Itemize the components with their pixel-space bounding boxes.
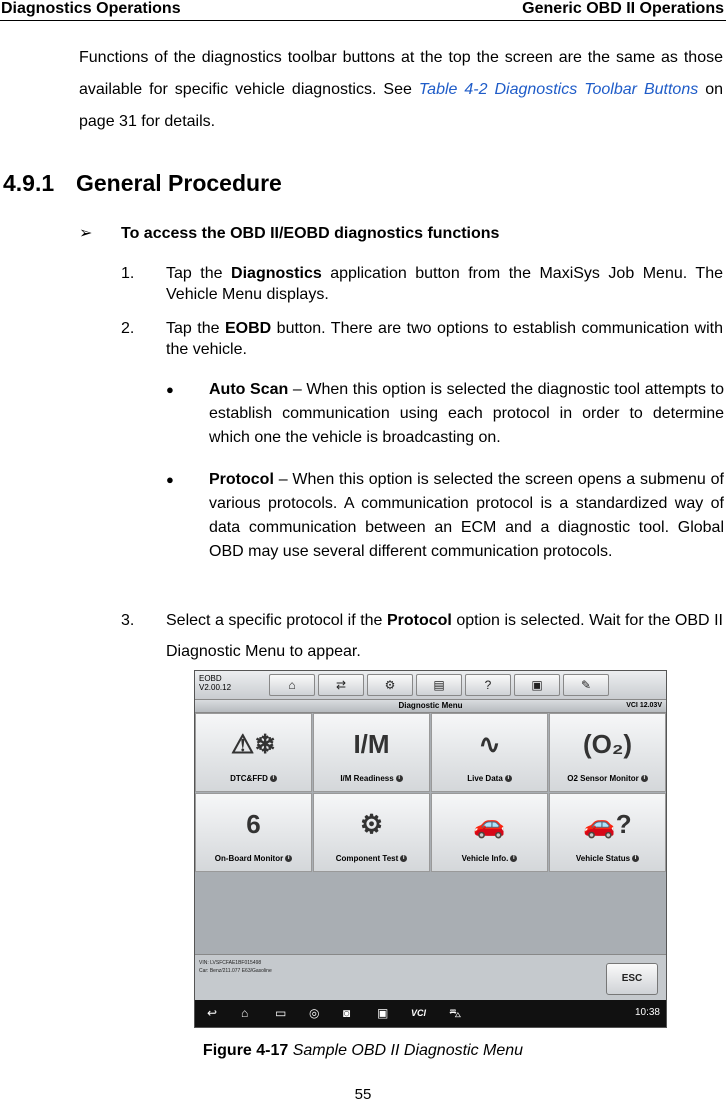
header-left: Diagnostics Operations xyxy=(1,0,181,17)
help-icon: ? xyxy=(484,678,492,692)
printer-icon: ▤ xyxy=(433,678,445,692)
step-text: Tap the xyxy=(166,320,225,337)
step-text-end: application button from the MaxiSys Job Menu. The Vehicle Menu displays. xyxy=(166,265,723,303)
app-version: V2.00.12 xyxy=(199,683,232,692)
section-heading xyxy=(3,170,282,197)
intro-text: Functions of the diagnostics toolbar buttons at the top the screen are the same as those available for specific vehicle diagnostics. See xyxy=(79,49,723,98)
bullet-protocol xyxy=(166,468,724,564)
save-icon: ▣ xyxy=(531,678,543,692)
tile-o2-sensor[interactable] xyxy=(549,713,666,792)
tile-component-test[interactable] xyxy=(313,793,430,872)
tile-label: O2 Sensor Monitor xyxy=(567,774,639,783)
step-number: 1. xyxy=(121,265,135,282)
android-nav-bar xyxy=(195,1000,666,1027)
tile-label: I/M Readiness xyxy=(340,774,394,783)
home-icon: ⌂ xyxy=(288,678,296,692)
pen-icon: ✎ xyxy=(580,678,592,692)
vehicle-swap-button[interactable] xyxy=(318,674,364,696)
save-button[interactable] xyxy=(514,674,560,696)
header-right: Generic OBD II Operations xyxy=(522,0,724,17)
browser-icon[interactable]: ◎ xyxy=(309,1006,320,1020)
vin-text: VIN: LVSFCFAE1BF015498 xyxy=(199,960,262,966)
gear-icon: ⚙ xyxy=(384,678,396,692)
monitor-icon: 6 xyxy=(246,808,261,839)
info-icon[interactable]: i xyxy=(510,855,517,862)
page-header xyxy=(0,0,726,21)
vehicle-info-icon: 🚗 xyxy=(473,808,506,839)
diagnostic-menu-screenshot xyxy=(194,670,667,1028)
car-icon[interactable]: ⛍ xyxy=(449,1006,462,1020)
vci-label: VCI xyxy=(626,702,638,709)
info-icon[interactable]: i xyxy=(641,775,648,782)
back-icon[interactable]: ↩ xyxy=(207,1006,218,1020)
tile-label: Component Test xyxy=(335,854,399,863)
tile-label: Vehicle Status xyxy=(575,854,631,863)
info-icon[interactable]: i xyxy=(505,775,512,782)
vehicle-swap-icon: ⇄ xyxy=(335,678,347,692)
o2-sensor-icon: (O₂) xyxy=(582,728,633,759)
bullet-text: – When this option is selected the diagnostic tool attempts to establish communication using each protocol in order to determine which one the vehicle is broadcasting on. xyxy=(209,381,724,446)
tile-im-readiness[interactable] xyxy=(313,713,430,792)
info-icon[interactable]: i xyxy=(632,855,639,862)
step-bold: Protocol xyxy=(386,612,452,629)
caption-label: Figure 4-17 xyxy=(202,1042,289,1059)
bullet-auto-scan xyxy=(166,378,724,450)
tile-label: Live Data xyxy=(467,774,503,783)
vci-icon[interactable]: VCI xyxy=(411,1008,427,1018)
clock: 10:38 xyxy=(634,1007,660,1018)
subheading xyxy=(79,223,499,243)
component-icon: ⚙ xyxy=(359,808,384,839)
data-logging-button[interactable] xyxy=(563,674,609,696)
table-link[interactable]: Table 4-2 Diagnostics Toolbar Buttons xyxy=(418,81,699,98)
step-number: 2. xyxy=(121,320,135,337)
step-bold: Diagnostics xyxy=(231,265,322,282)
section-number: 4.9.1 xyxy=(3,170,55,196)
figure-caption xyxy=(0,1042,726,1060)
esc-button[interactable]: ESC xyxy=(606,963,658,995)
step-text: Select a specific protocol if the xyxy=(166,612,387,629)
step-2 xyxy=(121,318,723,360)
bullet-bold: Auto Scan xyxy=(209,381,289,398)
tile-onboard-monitor[interactable] xyxy=(195,793,312,872)
settings-button[interactable] xyxy=(367,674,413,696)
menu-title: Diagnostic Menu xyxy=(398,701,463,710)
recent-apps-icon[interactable]: ▭ xyxy=(275,1006,287,1020)
step-text-end: button. There are two options to establish communication with the vehicle. xyxy=(166,320,724,358)
bullet-bold: Protocol xyxy=(209,471,274,488)
tile-dtc-ffd[interactable] xyxy=(195,713,312,792)
tile-label: On-Board Monitor xyxy=(214,854,284,863)
help-button[interactable] xyxy=(465,674,511,696)
intro-paragraph xyxy=(79,42,723,138)
home-icon[interactable]: ⌂ xyxy=(241,1006,249,1020)
camera-icon[interactable]: ◙ xyxy=(343,1006,351,1020)
step-number: 3. xyxy=(121,612,135,629)
app-info xyxy=(199,674,231,692)
tile-vehicle-info[interactable] xyxy=(431,793,548,872)
diagnostics-toolbar xyxy=(195,671,666,700)
print-button[interactable] xyxy=(416,674,462,696)
info-icon[interactable]: i xyxy=(270,775,277,782)
info-icon[interactable]: i xyxy=(285,855,292,862)
step-bold: EOBD xyxy=(224,320,272,337)
subheading-text: To access the OBD II/EOBD diagnostics functions xyxy=(121,225,500,242)
info-icon[interactable]: i xyxy=(396,775,403,782)
section-title: General Procedure xyxy=(76,170,282,196)
page-number: 55 xyxy=(354,1086,372,1103)
tile-label: Vehicle Info. xyxy=(461,854,509,863)
intro-text-end: on page 31 for details. xyxy=(79,81,723,130)
warning-snowflake-icon: ⚠❄ xyxy=(230,728,277,759)
step-text-end: option is selected. Wait for the OBD II Diagnostic Menu to appear. xyxy=(166,612,723,660)
tile-live-data[interactable] xyxy=(431,713,548,792)
im-icon: I/M xyxy=(353,728,390,759)
menu-titlebar xyxy=(195,700,666,713)
function-grid xyxy=(195,713,666,872)
vci-status xyxy=(626,700,662,712)
step-text: Tap the xyxy=(166,265,232,282)
caption-text: Sample OBD II Diagnostic Menu xyxy=(292,1042,524,1059)
info-icon[interactable]: i xyxy=(400,855,407,862)
car-text: Car: Benz/211.077 E63/Gasoline xyxy=(199,968,272,974)
bullet-text: – When this option is selected the screen opens a submenu of various protocols. A communication protocol is a standardized way of data communication between an ECM and a diagnostic tool. Global OBD may use several different communication protocols. xyxy=(209,471,724,560)
vehicle-info-bar xyxy=(195,954,666,1000)
step-3 xyxy=(121,605,723,667)
step-1 xyxy=(121,263,723,305)
waveform-icon: ∿ xyxy=(478,728,501,759)
arrow-icon: ➢ xyxy=(79,225,93,242)
home-button[interactable] xyxy=(269,674,315,696)
tile-vehicle-status[interactable] xyxy=(549,793,666,872)
bullet-icon: ● xyxy=(166,382,174,397)
tile-label: DTC&FFD xyxy=(230,774,268,783)
vehicle-status-icon: 🚗? xyxy=(583,808,632,839)
voltage: 12.03V xyxy=(639,702,662,709)
app-name: EOBD xyxy=(199,674,222,683)
bullet-icon: ● xyxy=(166,472,174,487)
display-icon[interactable]: ▣ xyxy=(377,1006,389,1020)
